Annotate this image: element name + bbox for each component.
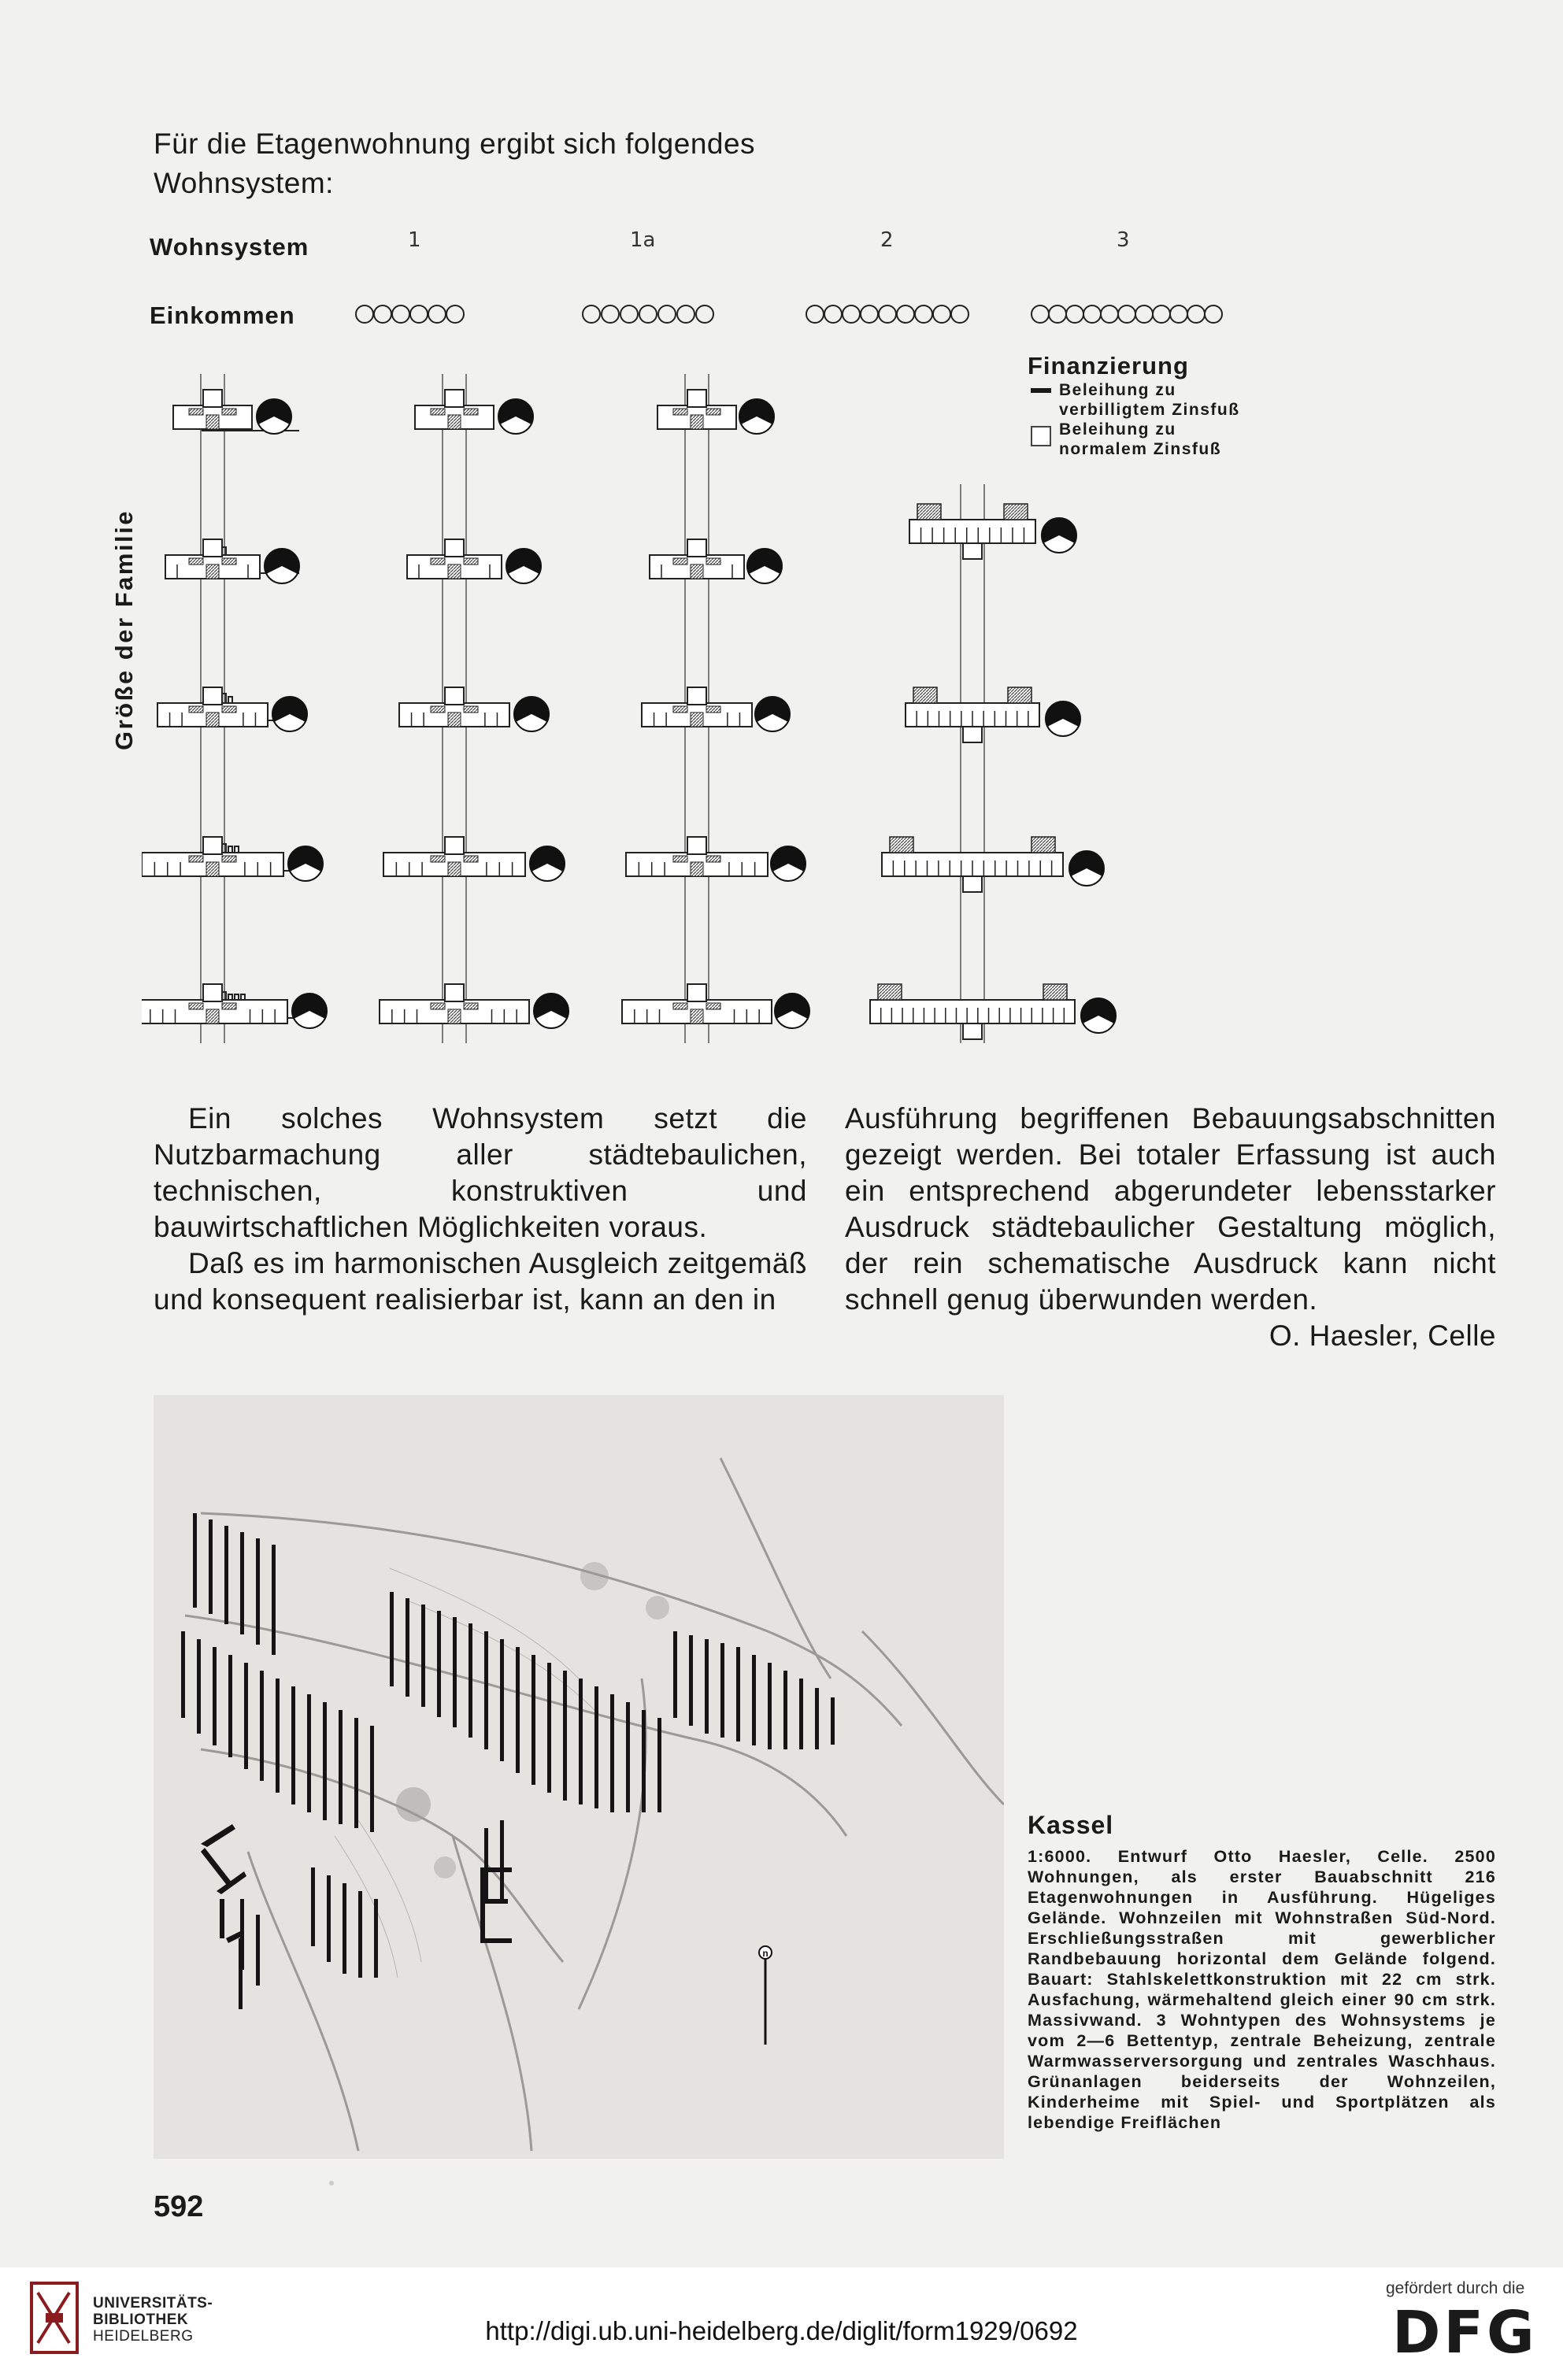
income-coins-9 xyxy=(805,303,972,325)
floor-plan xyxy=(142,984,327,1029)
intro-line-2: Wohnsystem: xyxy=(154,167,334,199)
guide-lines xyxy=(201,374,984,1043)
library-name-line: HEIDELBERG xyxy=(93,2328,194,2345)
financing-pie-icon xyxy=(292,994,327,1029)
financing-pie-icon xyxy=(771,846,806,882)
caption-title: Kassel xyxy=(1028,1811,1114,1839)
financing-pie-icon xyxy=(747,549,782,584)
financing-pie-icon xyxy=(506,549,541,584)
floor-plan xyxy=(165,539,299,584)
floor-plan xyxy=(622,984,809,1029)
intro-line-1: Für die Etagenwohnung ergibt sich folgendes xyxy=(154,128,756,160)
floor-plan xyxy=(870,984,1116,1039)
financing-pie-icon xyxy=(775,994,809,1029)
paragraph: Ein solches Wohnsystem setzt die Nutzbarmachung aller städtebaulichen, technischen, konstruktiven und bauwirtschaftlichen Möglichkeiten voraus. xyxy=(154,1102,807,1243)
floor-plan xyxy=(906,687,1080,742)
finance-title: Finanzierung xyxy=(1028,352,1189,379)
financing-pie-icon xyxy=(530,846,565,882)
income-coins-11 xyxy=(1030,303,1228,325)
legend-text: Beleihung zu xyxy=(1059,420,1176,439)
floor-plan xyxy=(173,390,291,435)
dfg-logo: DFG xyxy=(1392,2299,1538,2367)
floor-plan xyxy=(380,984,569,1029)
floor-plans xyxy=(142,390,1116,1039)
financing-pie-icon xyxy=(272,697,307,732)
financing-pie-icon xyxy=(257,399,291,435)
financing-pie-icon xyxy=(1042,518,1076,553)
legend-text: normalem Zinsfuß xyxy=(1059,440,1222,458)
financing-pie-icon xyxy=(265,549,299,584)
financing-pie-icon xyxy=(288,846,323,882)
floor-plan xyxy=(650,539,782,584)
y-axis-label-family-size: Größe der Familie xyxy=(110,509,138,751)
caption-text: 1:6000. Entwurf Otto Haesler, Celle. 2500 Wohnungen, als erster Bauabschnitt 216 Etagenwohnungen in Ausführung. Hügeliges Gelände. Wohnzeilen mit Wohnstraßen Süd-Nord. Erschließungsstraßen mit gewerblicher Randbebauung horizontal dem Gelände folgend. Bauart: Stahlskelettkonstruktion mit 22 cm strk. Ausfachung, wärmehaltend gleich einer 90 cm strk. Massivwand. 3 Wohntypen des Wohnsystems je vom 2—6 Bettentyp, zentrale Beheizung, zentrale Warmwasserversorgung und zentrales Waschhaus. Grünanlagen beiderseits der Wohnzeilen, Kinderheime mit Spiel- und Sportplätzen als lebendige Freiflächen xyxy=(1028,1847,1496,2132)
column-number-1a: 1a xyxy=(630,228,656,252)
column-number-1: 1 xyxy=(408,228,421,252)
floor-plan xyxy=(882,837,1104,892)
floor-plan xyxy=(909,504,1076,559)
source-url-link[interactable]: http://digi.ub.uni-heidelberg.de/diglit/form1929/0692 xyxy=(485,2316,1078,2345)
financing-pie-icon xyxy=(739,399,774,435)
library-name-line: UNIVERSITÄTS- xyxy=(93,2295,213,2312)
column-number-2: 2 xyxy=(880,228,894,252)
financing-pie-icon xyxy=(534,994,569,1029)
page-number: 592 xyxy=(154,2190,204,2223)
north-label: n xyxy=(762,1948,769,1959)
financing-pie-icon xyxy=(1069,851,1104,886)
body-text-right xyxy=(845,1101,1496,1354)
financing-pie-icon xyxy=(755,697,790,732)
floor-plan xyxy=(415,390,533,435)
income-coins-7 xyxy=(581,303,717,325)
paragraph: Ausführung begriffenen Bebauungsabschnitten gezeigt werden. Bei totaler Erfassung ist auch ein entsprechend abgerundeter lebensstarker Ausdruck städtebaulicher Gestaltung möglich, der rein schematische Ausdruck kann nicht schnell genug überwunden werden. xyxy=(845,1102,1496,1316)
paragraph: Daß es im harmonischen Ausgleich zeitgemäß und konsequent realisierbar ist, kann an den in xyxy=(154,1247,807,1316)
row-label-wohnsystem: Wohnsystem xyxy=(150,233,309,261)
legend-text: Beleihung zu xyxy=(1059,381,1176,399)
row-label-einkommen: Einkommen xyxy=(150,302,295,329)
floor-plan xyxy=(657,390,774,435)
legend-text: verbilligtem Zinsfuß xyxy=(1059,401,1240,419)
floor-plan xyxy=(157,687,307,732)
financing-pie-icon xyxy=(1081,998,1116,1034)
housing-system-diagram xyxy=(142,358,1283,1051)
author-signature: O. Haesler, Celle xyxy=(1269,1320,1496,1352)
footer-bar xyxy=(0,2267,1563,2380)
floor-plan xyxy=(399,687,549,732)
floor-plan xyxy=(383,837,565,882)
financing-pie-icon xyxy=(1046,701,1080,737)
floor-plan xyxy=(407,539,541,584)
financing-pie-icon xyxy=(514,697,549,732)
scan-speck xyxy=(329,2181,334,2186)
floor-plan xyxy=(642,687,790,732)
intro-text xyxy=(154,124,846,203)
financing-pie-icon xyxy=(498,399,533,435)
body-text-left xyxy=(154,1101,807,1318)
floor-plan xyxy=(142,837,323,882)
library-name-line: BIBLIOTHEK xyxy=(93,2312,189,2328)
column-number-3: 3 xyxy=(1117,228,1130,252)
income-coins-6 xyxy=(354,303,466,325)
funding-note: gefördert durch die xyxy=(1386,2279,1525,2297)
floor-plan xyxy=(626,837,806,882)
site-plan-map xyxy=(154,1395,1004,2159)
